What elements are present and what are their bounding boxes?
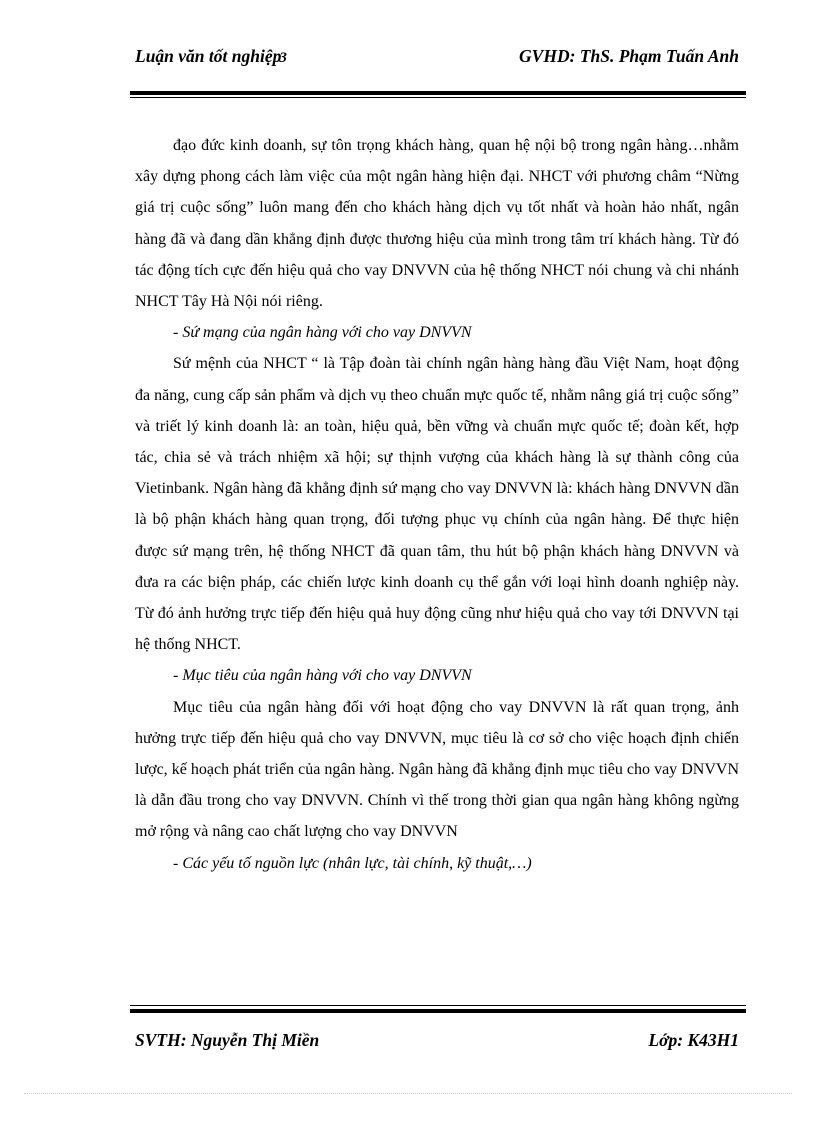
header-rule-thin xyxy=(130,97,746,98)
document-body xyxy=(135,130,739,879)
page-number: 3 xyxy=(279,50,287,66)
page-header xyxy=(135,46,739,74)
header-thesis-title-text: Luận văn tốt nghiệp xyxy=(135,46,282,66)
header-thesis-title xyxy=(135,46,287,67)
header-advisor: GVHD: ThS. Phạm Tuấn Anh xyxy=(519,46,739,66)
subheading-objective: - Mục tiêu của ngân hàng với cho vay DNVVN xyxy=(173,667,472,685)
header-rule-thick xyxy=(130,91,746,95)
footer-class: Lớp: K43H1 xyxy=(648,1030,739,1050)
paragraph-intro: đạo đức kinh doanh, sự tôn trọng khách hàng, quan hệ nội bộ trong ngân hàng…nhằm xây dựng phong cách làm việc của một ngân hàng hiện đại. NHCT với phương châm “Nừng giá trị cuộc sống” luôn mang đến cho khách hàng dịch vụ tốt nhất và hoàn hảo nhất, ngân hàng đã và đang dần khẳng định được thương hiệu của mình trong tâm trí khách hàng. Từ đó tác động tích cực đến hiệu quả cho vay DNVVN của hệ thống NHCT nói chung và chi nhánh NHCT Tây Hà Nội nói riêng. xyxy=(135,137,739,311)
footer-rule-thin xyxy=(130,1005,746,1006)
subheading-resources: - Các yếu tố nguồn lực (nhân lực, tài chính, kỹ thuật,…) xyxy=(173,854,532,872)
subheading-mission: - Sứ mạng của ngân hàng với cho vay DNVVN xyxy=(173,324,472,342)
page-edge-divider xyxy=(24,1093,792,1094)
page-footer xyxy=(135,1030,739,1056)
paragraph-mission: Sứ mệnh của NHCT “ là Tập đoàn tài chính ngân hàng hàng đầu Việt Nam, hoạt động đa năng, cung cấp sản phẩm và dịch vụ theo chuẩn mực quốc tế, nhằm nâng giá trị cuộc sống” và triết lý kinh doanh là: an toàn, hiệu quả, bền vững và chuẩn mực quốc tế; đoàn kết, hợp tác, chia sẻ và trách nhiệm xã hội; sự thịnh vượng của khách hàng là sự thành công của Vietinbank. Ngân hàng đã khẳng định sứ mạng cho vay DNVVN là: khách hàng DNVVN dần là bộ phận khách hàng quan trọng, đối tượng phục vụ chính của ngân hàng. Để thực hiện được sứ mạng trên, hệ thống NHCT đã quan tâm, thu hút bộ phận khách hàng DNVVN và đưa ra các biện pháp, các chiến lược kinh doanh cụ thể gắn với loại hình doanh nghiệp này. Từ đó ảnh hưởng trực tiếp đến hiệu quả huy động cũng như hiệu quả cho vay tới DNVVN tại hệ thống NHCT. xyxy=(135,355,739,654)
footer-student: SVTH: Nguyễn Thị Miền xyxy=(135,1030,320,1050)
paragraph-objective: Mục tiêu của ngân hàng đối với hoạt động cho vay DNVVN là rất quan trọng, ảnh hưởng trực tiếp đến hiệu quả cho vay DNVVN, mục tiêu là cơ sở cho việc hoạch định chiến lược, kế hoạch phát triển của ngân hàng. Ngân hàng đã khẳng định mục tiêu cho vay DNVVN là dẫn đầu trong cho vay DNVVN. Chính vì thế trong thời gian qua ngân hàng không ngừng mở rộng và nâng cao chất lượng cho vay DNVVN xyxy=(135,698,739,841)
footer-rule-thick xyxy=(130,1009,746,1013)
